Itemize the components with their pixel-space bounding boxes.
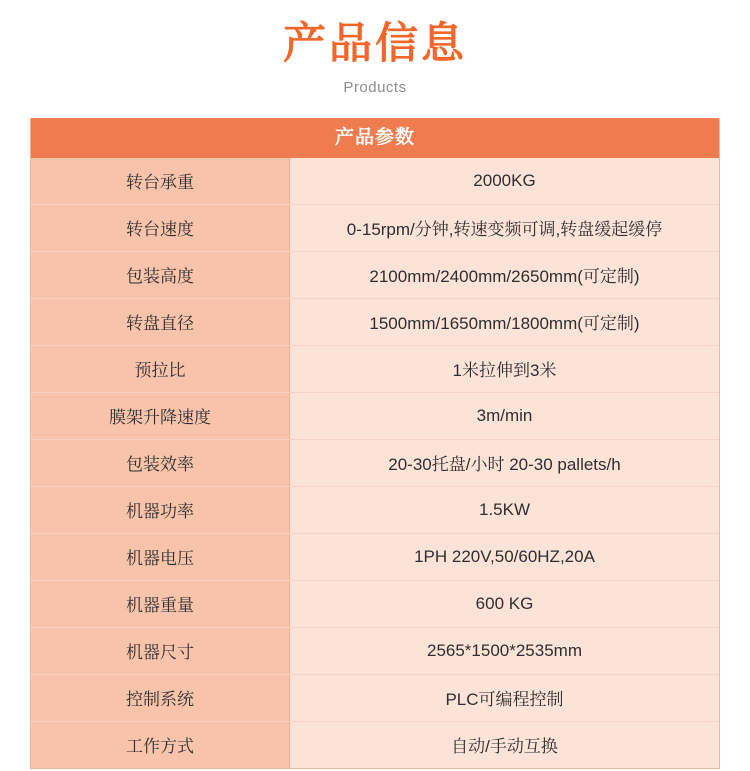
param-label: 控制系统: [31, 674, 290, 721]
param-value: 1500mm/1650mm/1800mm(可定制): [290, 298, 720, 345]
page-subtitle: Products: [343, 78, 407, 96]
param-label: 转台速度: [31, 204, 290, 251]
table-row: [31, 533, 719, 580]
param-value: 自动/手动互换: [290, 721, 720, 768]
table-row: [31, 251, 719, 298]
table-row: [31, 392, 719, 439]
table-row: [31, 580, 719, 627]
param-value: PLC可编程控制: [290, 674, 720, 721]
table-row: [31, 345, 719, 392]
table-body: [31, 158, 719, 768]
table-row: [31, 439, 719, 486]
param-value: 2000KG: [290, 158, 720, 205]
param-value: 20-30托盘/小时 20-30 pallets/h: [290, 439, 720, 486]
param-label: 工作方式: [31, 721, 290, 768]
param-value: 600 KG: [290, 580, 720, 627]
table-row: [31, 298, 719, 345]
table-row: [31, 627, 719, 674]
page-title: 产品信息: [283, 20, 467, 68]
param-label: 机器电压: [31, 533, 290, 580]
table-row: [31, 158, 719, 205]
param-value: 3m/min: [290, 392, 720, 439]
param-label: 预拉比: [31, 345, 290, 392]
table-row: [31, 721, 719, 768]
param-value: 1米拉伸到3米: [290, 345, 720, 392]
table-row: [31, 204, 719, 251]
param-value: 2100mm/2400mm/2650mm(可定制): [290, 251, 720, 298]
table-row: [31, 486, 719, 533]
table-row: [31, 674, 719, 721]
param-label: 机器重量: [31, 580, 290, 627]
param-label: 机器尺寸: [31, 627, 290, 674]
param-label: 包装高度: [31, 251, 290, 298]
param-value: 0-15rpm/分钟,转速变频可调,转盘缓起缓停: [290, 204, 720, 251]
param-value: 2565*1500*2535mm: [290, 627, 720, 674]
param-label: 转台承重: [31, 158, 290, 205]
page-header: [0, 0, 750, 96]
param-value: 1PH 220V,50/60HZ,20A: [290, 533, 720, 580]
param-label: 转盘直径: [31, 298, 290, 345]
param-label: 机器功率: [31, 486, 290, 533]
product-parameters-section: [30, 118, 720, 769]
product-parameters-table: [31, 158, 719, 768]
param-label: 包装效率: [31, 439, 290, 486]
param-label: 膜架升降速度: [31, 392, 290, 439]
param-value: 1.5KW: [290, 486, 720, 533]
table-caption: 产品参数: [31, 118, 719, 158]
